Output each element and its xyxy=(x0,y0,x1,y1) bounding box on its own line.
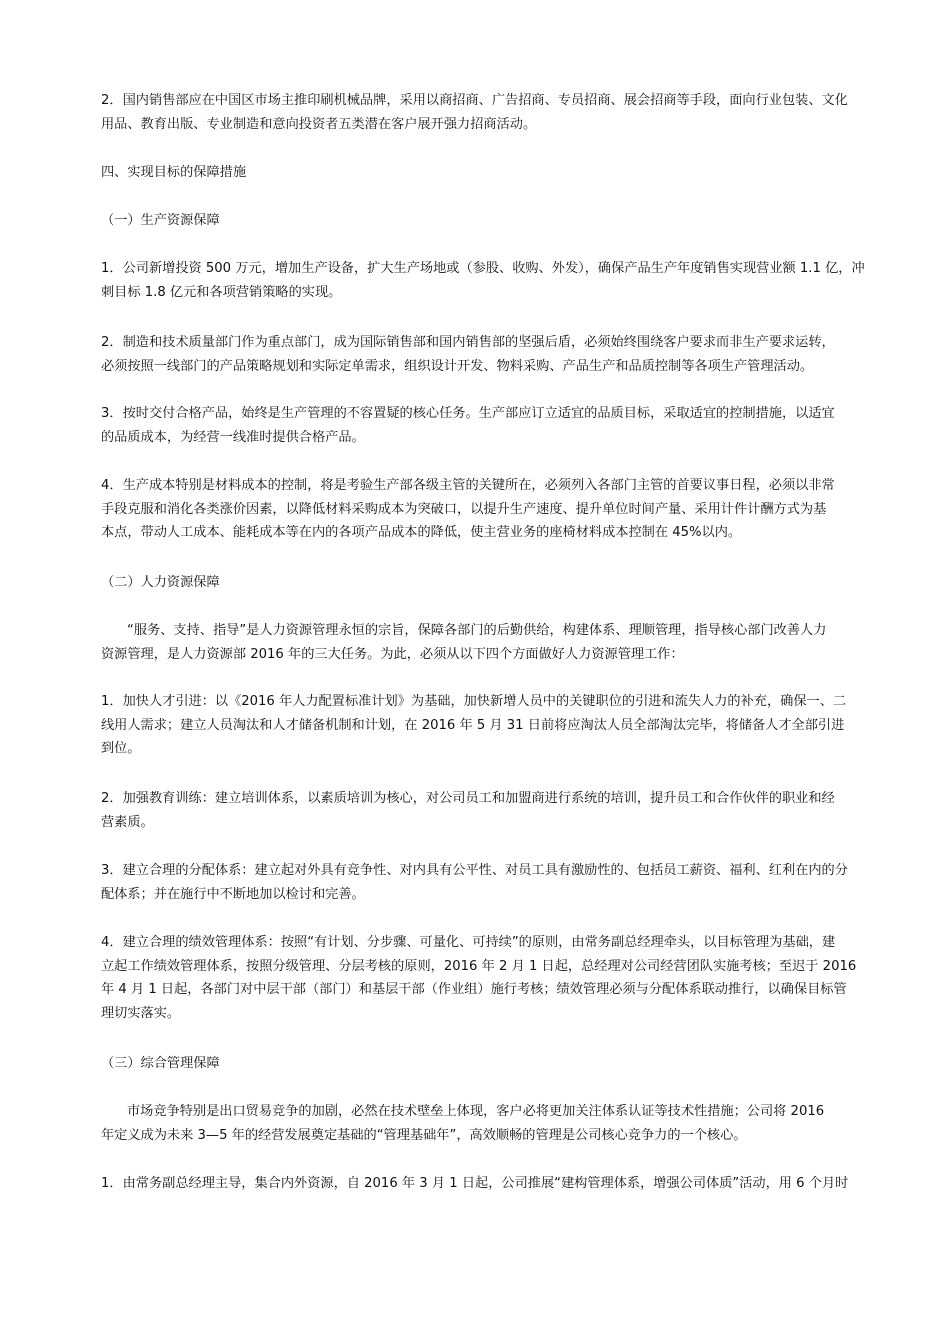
text-line: 4．建立合理的绩效管理体系：按照“有计划、分步骤、可量化、可持续”的原则，由常务副总经理牵头，以目标管理为基础，建 xyxy=(101,935,836,950)
paragraph-management-intro xyxy=(101,1100,879,1147)
text-line: 市场竞争特别是出口贸易竞争的加剧，必然在技术壁垒上体现，客户必将更加关注体系认证等技术性措施；公司将 2016 xyxy=(127,1104,825,1119)
paragraph-management-system xyxy=(101,1172,879,1196)
paragraph-performance xyxy=(101,931,879,1025)
text-line: 立起工作绩效管理体系，按照分级管理、分层考核的原则，2016 年 2 月 1 日起，总经理对公司经营团队实施考核；至迟于 2016 xyxy=(101,958,857,974)
text-line: 1．由常务副总经理主导，集合内外资源，自 2016 年 3 月 1 日起，公司推展“建构管理体系，增强公司体质”活动，用 6 个月时 xyxy=(101,1176,849,1191)
paragraph-manufacturing xyxy=(101,331,879,378)
text-line: 4．生产成本特别是材料成本的控制，将是考验生产部各级主管的关键所在，必须列入各部门主管的首要议事日程，必须以非常 xyxy=(101,478,835,493)
subsection-heading-production xyxy=(101,209,879,233)
paragraph-training xyxy=(101,787,879,834)
heading-text: （一）生产资源保障 xyxy=(101,213,220,228)
text-line: 线用人需求；建立人员淘汰和人才储备机制和计划，在 2016 年 5 月 31 日前将应淘汰人员全部淘汰完毕，将储备人才全部引进 xyxy=(101,717,845,733)
text-line: 3．按时交付合格产品，始终是生产管理的不容置疑的核心任务。生产部应订立适宜的品质目标，采取适宜的控制措施，以适宜 xyxy=(101,406,835,421)
subsection-heading-hr xyxy=(101,571,879,595)
text-line: 到位。 xyxy=(101,741,141,756)
text-line: 年 4 月 1 日起，各部门对中层干部（部门）和基层干部（作业组）施行考核；绩效管理必须与分配体系联动推行，以确保目标管 xyxy=(101,982,847,997)
text-line: 2．国内销售部应在中国区市场主推印刷机械品牌，采用以商招商、广告招商、专员招商、展会招商等手段，面向行业包装、文化 xyxy=(101,93,848,108)
text-line: 本点，带动人工成本、能耗成本等在内的各项产品成本的降低，使主营业务的座椅材料成本控制在 45%以内。 xyxy=(101,525,742,540)
text-line: 用品、教育出版、专业制造和意向投资者五类潜在客户展开强力招商活动。 xyxy=(101,116,537,132)
paragraph-investment xyxy=(101,257,879,304)
section-heading-4 xyxy=(101,161,879,185)
text-line: 1．加快人才引进：以《2016 年人力配置标准计划》为基础，加快新增人员中的关键职位的引进和流失人力的补充，确保一、二 xyxy=(101,694,847,709)
text-line: 资源管理，是人力资源部 2016 年的三大任务。为此，必须从以下四个方面做好人力资源管理工作： xyxy=(101,646,684,662)
text-line: 配体系；并在施行中不断地加以检讨和完善。 xyxy=(101,886,365,902)
paragraph-talent xyxy=(101,690,879,761)
text-line: “服务、支持、指导”是人力资源管理永恒的宗旨，保障各部门的后勤供给，构建体系、理顺管理，指导核心部门改善人力 xyxy=(127,623,827,638)
text-line: 理切实落实。 xyxy=(101,1005,181,1021)
text-line: 1．公司新增投资 500 万元，增加生产设备，扩大生产场地或（参股、收购、外发），确保产品生产年度销售实现营业额 1.1 亿，冲 xyxy=(101,261,865,276)
text-line: 2．制造和技术质量部门作为重点部门，成为国际销售部和国内销售部的坚强后盾，必须始终围绕客户要求而非生产要求运转， xyxy=(101,335,835,350)
paragraph-delivery xyxy=(101,402,879,449)
paragraph-distribution xyxy=(101,859,879,906)
heading-text: （二）人力资源保障 xyxy=(101,575,220,590)
text-line: 2．加强教育训练：建立培训体系，以素质培训为核心，对公司员工和加盟商进行系统的培训，提升员工和合作伙伴的职业和经 xyxy=(101,791,835,806)
text-line: 年定义成为未来 3—5 年的经营发展奠定基础的“管理基础年”，高效顺畅的管理是公司核心竞争力的一个核心。 xyxy=(101,1127,747,1143)
text-line: 的品质成本，为经营一线准时提供合格产品。 xyxy=(101,429,365,445)
text-line: 刺目标 1.8 亿元和各项营销策略的实现。 xyxy=(101,284,342,300)
paragraph-cost-control xyxy=(101,474,879,545)
text-line: 3．建立合理的分配体系：建立起对外具有竞争性、对内具有公平性、对员工具有激励性的、包括员工薪资、福利、红利在内的分 xyxy=(101,863,848,878)
text-line: 手段克服和消化各类涨价因素，以降低材料采购成本为突破口，以提升生产速度、提升单位时间产量、采用计件计酬方式为基 xyxy=(101,501,827,517)
paragraph-domestic-sales xyxy=(101,89,879,136)
heading-text: 四、实现目标的保障措施 xyxy=(101,165,247,180)
text-line: 必须按照一线部门的产品策略规划和实际定单需求，组织设计开发、物料采购、产品生产和品质控制等各项生产管理活动。 xyxy=(101,358,814,374)
subsection-heading-management xyxy=(101,1052,879,1076)
heading-text: （三）综合管理保障 xyxy=(101,1056,220,1071)
text-line: 营素质。 xyxy=(101,814,154,830)
paragraph-hr-intro xyxy=(101,619,879,666)
